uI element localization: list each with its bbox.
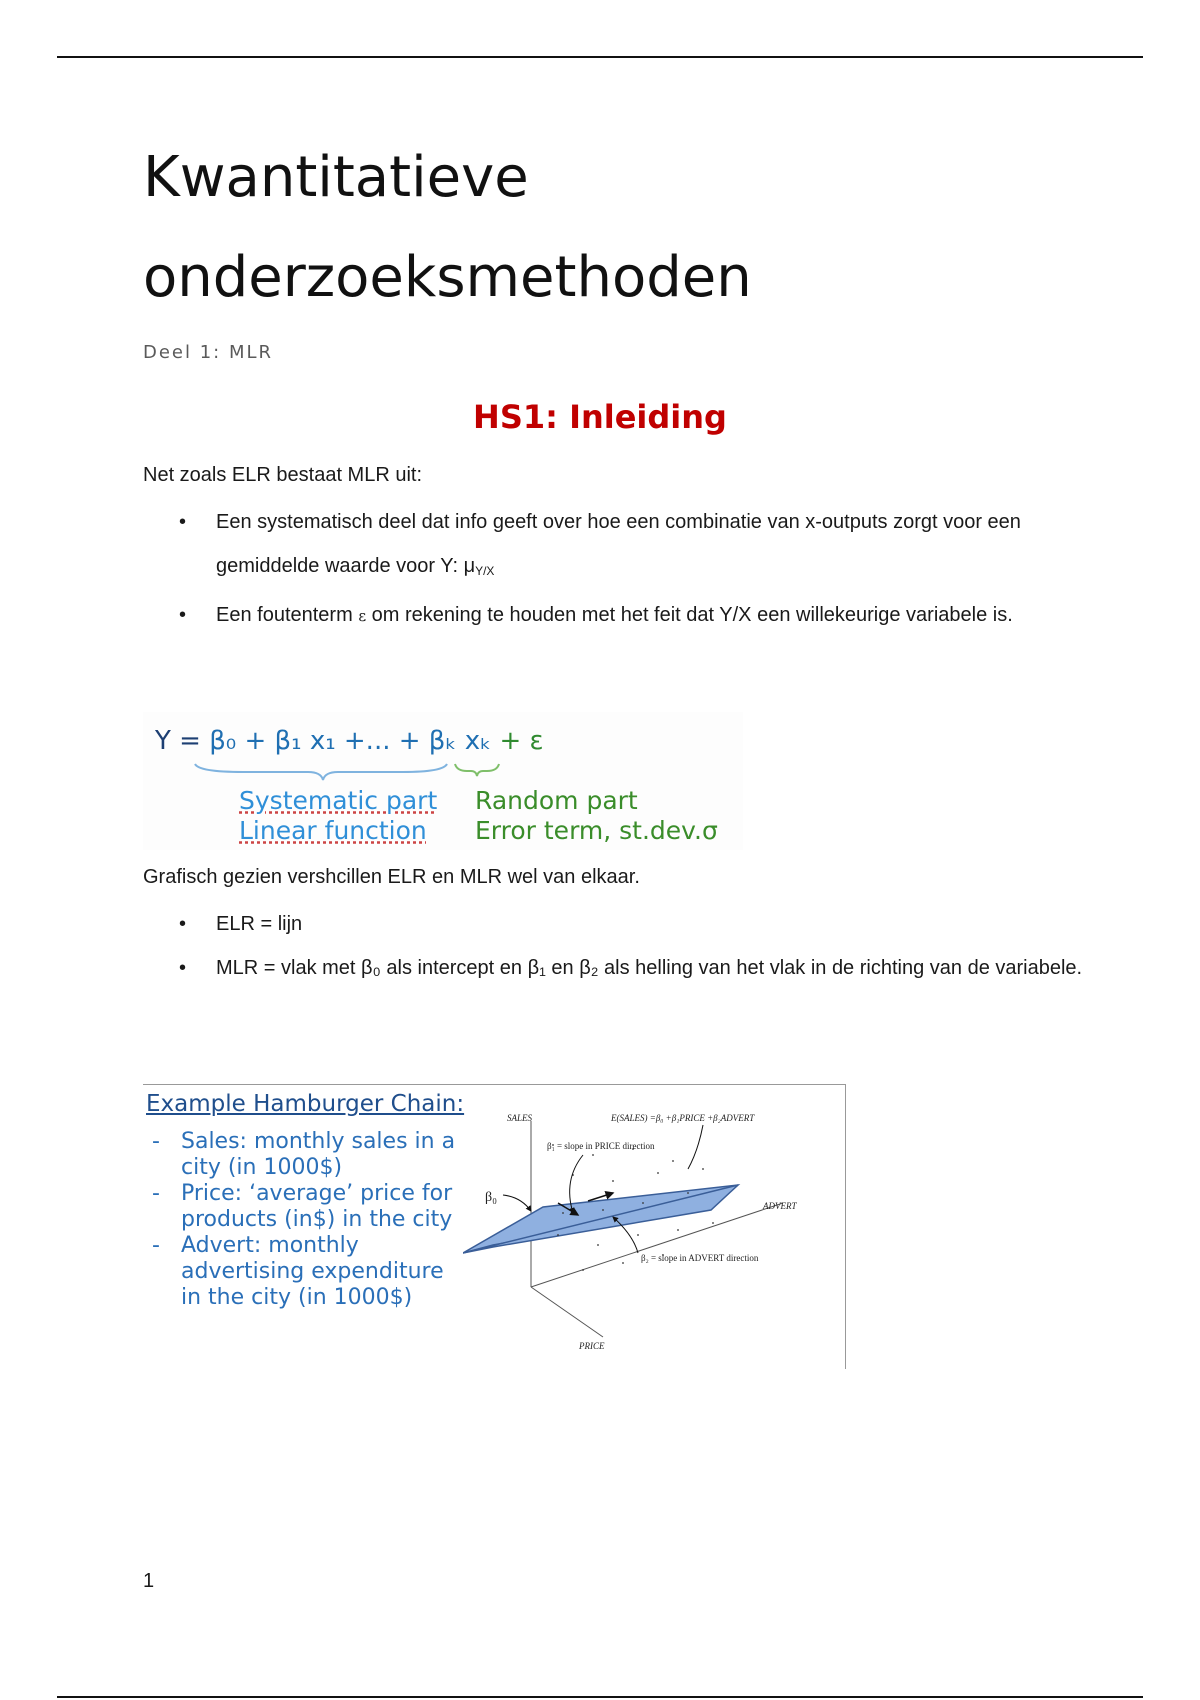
subscript-text: Y/X: [475, 564, 495, 578]
bottom-rule: [57, 1696, 1143, 1698]
example-figure: [143, 1084, 846, 1369]
document-title: [143, 128, 752, 328]
beta1-note: β₁ = slope in PRICE direction: [547, 1141, 655, 1151]
advert-axis-label: ADVERT: [763, 1201, 797, 1211]
sales-axis-label: SALES: [507, 1113, 533, 1123]
example-item: - Sales: monthly sales in a city (in 1000$): [152, 1129, 456, 1180]
list-item-text: om rekening te houden met het feit dat Y/X een willekeurige variabele is.: [366, 604, 1013, 626]
bullet-icon: •: [179, 511, 187, 533]
formula-systematic-terms: β₀ + β₁ x₁ +... + βₖ xₖ: [209, 726, 492, 756]
bullet-icon: •: [179, 604, 187, 626]
formula-random-term: + ε: [499, 726, 544, 756]
list-item-text: Een foutenterm: [216, 604, 359, 626]
title-line-1: Kwantitatieve: [143, 145, 529, 210]
formula-lhs: Y =: [155, 726, 201, 756]
formula-image: [143, 712, 743, 850]
plot-equation: E(SALES) =β₀ +β₁PRICE +β₂ADVERT: [611, 1113, 755, 1123]
beta2-note: β₂ = slope in ADVERT direction: [641, 1253, 759, 1263]
components-list: [143, 500, 1083, 638]
bullet-icon: •: [179, 957, 187, 979]
list-item: [143, 946, 1083, 990]
price-axis-label: PRICE: [579, 1341, 605, 1351]
list-item-text: ELR = lijn: [216, 913, 303, 935]
dash-icon: -: [152, 1233, 160, 1258]
list-item: [143, 593, 1083, 638]
price-axis: [531, 1287, 603, 1337]
title-line-2: onderzoeksmethoden: [143, 245, 752, 310]
example-item: - Price: ‘average’ price for products (in$) in the city: [152, 1181, 453, 1232]
list-item: [143, 500, 1083, 593]
section-heading: HS1: Inleiding: [473, 398, 727, 436]
random-brace: [455, 764, 499, 776]
list-item-text: MLR = vlak met β₀ als intercept en β₁ en β₂ als helling van het vlak in de richting van de variabele.: [216, 957, 1083, 979]
random-label: Random part Error term, st.dev.σ: [475, 786, 718, 845]
systematic-label: Systematic part Linear function: [239, 786, 438, 845]
top-rule: [57, 56, 1143, 58]
dash-icon: -: [152, 1181, 160, 1206]
regression-plane-plot: [463, 1085, 843, 1369]
systematic-brace: [195, 764, 447, 780]
dash-icon: -: [152, 1129, 160, 1154]
graph-intro-paragraph: Grafisch gezien vershcillen ELR en MLR wel van elkaar.: [143, 866, 640, 888]
list-item: [143, 902, 1083, 946]
beta0-arrow: [503, 1195, 531, 1211]
bullet-icon: •: [179, 913, 187, 935]
beta0-label: β₀: [485, 1190, 498, 1205]
intro-paragraph: Net zoals ELR bestaat MLR uit:: [143, 464, 423, 486]
example-item: - Advert: monthly advertising expenditure in the city (in 1000$): [152, 1233, 444, 1310]
document-subtitle: Deel 1: MLR: [143, 342, 274, 363]
page-number: 1: [143, 1570, 155, 1592]
list-item-text: Een systematisch deel dat info geeft over hoe een combinatie van x-outputs zorgt voor een gemiddelde waarde voor Y: μ: [216, 511, 1021, 577]
epsilon-symbol: ε: [358, 607, 367, 625]
equation-pointer: [688, 1125, 703, 1169]
example-list: [146, 1129, 466, 1311]
graph-list: [143, 902, 1083, 990]
example-title: Example Hamburger Chain:: [146, 1091, 465, 1117]
